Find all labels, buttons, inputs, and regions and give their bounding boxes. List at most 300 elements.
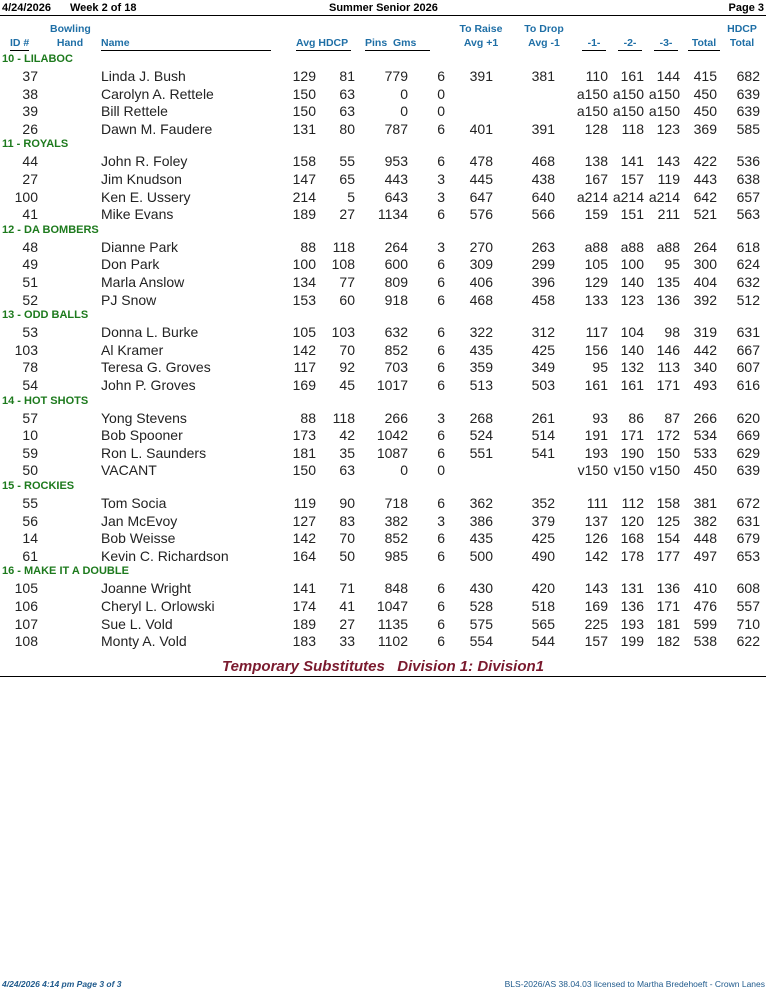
player-id: 105 — [14, 580, 38, 597]
handicap-total: 512 — [736, 291, 760, 308]
game-3-score: 135 — [656, 274, 680, 290]
player-handicap: 103 — [331, 324, 355, 341]
player-pins: 953 — [384, 153, 408, 170]
game-1-score: 193 — [584, 444, 608, 461]
player-id: 107 — [14, 615, 38, 632]
handicap-total: 710 — [736, 615, 760, 632]
player-handicap: 70 — [339, 341, 355, 358]
player-average: 142 — [292, 530, 316, 547]
to-drop-avg: 640 — [531, 188, 555, 205]
player-id: 55 — [22, 495, 38, 511]
team-header: 13 - ODD BALLS — [2, 309, 89, 322]
player-games: 6 — [437, 580, 445, 597]
player-id: 44 — [22, 153, 38, 170]
player-games: 6 — [437, 377, 445, 393]
player-handicap: 45 — [339, 377, 355, 393]
player-average: 119 — [293, 495, 316, 511]
series-total: 497 — [693, 547, 717, 564]
player-games: 6 — [437, 615, 445, 632]
table-row — [0, 426, 768, 444]
player-average: 150 — [292, 85, 316, 102]
player-games: 6 — [437, 153, 445, 170]
player-games: 3 — [437, 409, 445, 426]
player-id: 56 — [22, 512, 38, 529]
table-row — [0, 461, 768, 479]
player-handicap: 118 — [332, 409, 355, 426]
player-id: 49 — [22, 256, 38, 273]
player-name: Jim Knudson — [101, 171, 182, 187]
game-1-score: 142 — [584, 547, 608, 564]
to-raise-avg: 528 — [469, 598, 493, 614]
player-id: 78 — [22, 359, 38, 376]
player-games: 6 — [437, 274, 445, 290]
table-row — [0, 102, 768, 120]
player-games: 6 — [437, 341, 445, 358]
player-name: Mike Evans — [101, 206, 174, 223]
to-drop-avg: 514 — [531, 427, 555, 444]
series-total: 533 — [693, 444, 717, 461]
player-games: 6 — [437, 598, 445, 614]
game-3-score: a150 — [648, 103, 680, 120]
series-total: 642 — [693, 188, 717, 205]
player-id: 50 — [22, 462, 38, 479]
player-average: 169 — [292, 377, 316, 393]
game-2-score: 157 — [620, 171, 644, 187]
player-games: 3 — [437, 188, 445, 205]
to-raise-avg: 435 — [469, 341, 493, 358]
col-avg-hdcp: Avg HDCP — [296, 36, 351, 51]
player-name: Monty A. Vold — [101, 633, 187, 650]
report-date: 4/24/2026 — [2, 2, 51, 14]
game-1-score: 225 — [584, 615, 608, 632]
table-row — [0, 615, 768, 633]
player-handicap: 50 — [339, 547, 355, 564]
game-2-score: 151 — [620, 206, 644, 223]
handicap-total: 622 — [736, 633, 760, 650]
series-total: 319 — [693, 324, 717, 341]
player-handicap: 77 — [339, 274, 355, 290]
to-drop-avg: 391 — [531, 120, 555, 137]
handicap-total: 632 — [736, 274, 760, 290]
game-2-score: 120 — [620, 512, 644, 529]
to-drop-avg: 566 — [531, 206, 555, 223]
series-total: 521 — [693, 206, 717, 223]
game-2-score: 112 — [621, 495, 644, 511]
to-drop-avg: 379 — [531, 512, 555, 529]
player-pins: 0 — [400, 462, 408, 479]
table-row — [0, 255, 768, 273]
table-row — [0, 291, 768, 309]
player-average: 88 — [300, 238, 316, 255]
game-2-score: a150 — [612, 103, 644, 120]
table-row — [0, 376, 768, 394]
player-handicap: 83 — [339, 512, 355, 529]
col-to-raise — [454, 22, 508, 50]
game-2-score: 161 — [620, 68, 644, 84]
handicap-total: 631 — [736, 512, 760, 529]
handicap-total: 638 — [736, 171, 760, 187]
game-2-score: 141 — [620, 153, 644, 170]
player-name: Tom Socia — [101, 495, 167, 511]
player-pins: 1047 — [376, 598, 408, 614]
handicap-total: 631 — [736, 324, 760, 341]
team-header: 12 - DA BOMBERS — [2, 223, 99, 236]
handicap-total: 608 — [736, 580, 760, 597]
player-average: 142 — [292, 341, 316, 358]
player-name: Cheryl L. Orlowski — [101, 598, 215, 614]
header-divider — [0, 15, 766, 16]
game-1-score: 137 — [584, 512, 608, 529]
player-name: Dawn M. Faudere — [101, 120, 213, 137]
table-row — [0, 579, 768, 597]
table-row — [0, 494, 768, 512]
game-2-score: v150 — [613, 462, 644, 479]
series-total: 450 — [693, 462, 717, 479]
to-drop-avg: 458 — [531, 291, 555, 308]
series-total: 448 — [693, 530, 717, 547]
week-label: Week 2 of 18 — [70, 2, 137, 14]
player-name: Jan McEvoy — [101, 512, 178, 529]
player-name: Marla Anslow — [101, 274, 185, 290]
to-raise-avg: 309 — [469, 256, 493, 273]
player-games: 6 — [437, 291, 445, 308]
handicap-total: 557 — [736, 598, 760, 614]
player-name: Carolyn A. Rettele — [101, 85, 214, 102]
to-raise-avg: 362 — [469, 495, 493, 511]
player-pins: 1087 — [376, 444, 408, 461]
game-1-score: 93 — [592, 409, 608, 426]
game-1-score: 110 — [585, 68, 608, 84]
player-pins: 382 — [384, 512, 408, 529]
series-total: 534 — [693, 427, 717, 444]
player-id: 53 — [22, 324, 38, 341]
to-drop-avg: 396 — [531, 274, 555, 290]
player-id: 37 — [22, 68, 38, 84]
handicap-total: 639 — [736, 462, 760, 479]
col-bowling-hand-line2: Hand — [56, 37, 84, 49]
to-raise-avg: 554 — [469, 633, 493, 650]
game-2-score: 171 — [620, 427, 644, 444]
table-row — [0, 358, 768, 376]
player-id: 26 — [22, 120, 38, 137]
game-1-score: 143 — [584, 580, 608, 597]
player-games: 0 — [437, 85, 445, 102]
game-3-score: 150 — [656, 444, 680, 461]
col-game-2: -2- — [618, 36, 642, 51]
game-1-score: 138 — [584, 153, 608, 170]
handicap-total: 669 — [736, 427, 760, 444]
to-raise-avg: 513 — [469, 377, 493, 393]
player-pins: 1042 — [376, 427, 408, 444]
to-raise-avg: 268 — [469, 409, 493, 426]
player-id: 48 — [22, 238, 38, 255]
player-games: 6 — [437, 547, 445, 564]
player-average: 174 — [292, 598, 316, 614]
handicap-total: 657 — [736, 188, 760, 205]
game-3-score: 125 — [656, 512, 680, 529]
game-3-score: 154 — [656, 530, 680, 547]
handicap-total: 653 — [736, 547, 760, 564]
series-total: 443 — [693, 171, 717, 187]
player-name: Al Kramer — [101, 341, 164, 358]
player-games: 6 — [437, 206, 445, 223]
handicap-total: 624 — [736, 256, 760, 273]
player-handicap: 5 — [347, 188, 355, 205]
player-id: 108 — [14, 633, 38, 650]
player-id: 100 — [14, 188, 38, 205]
series-total: 422 — [693, 153, 717, 170]
game-2-score: 168 — [620, 530, 644, 547]
to-raise-avg: 524 — [469, 427, 493, 444]
to-drop-avg: 565 — [531, 615, 555, 632]
handicap-total: 639 — [736, 103, 760, 120]
player-handicap: 108 — [331, 256, 355, 273]
game-1-score: 133 — [584, 291, 608, 308]
handicap-total: 607 — [736, 359, 760, 376]
handicap-total: 679 — [736, 530, 760, 547]
table-row — [0, 323, 768, 341]
player-id: 106 — [14, 598, 38, 614]
to-drop-avg: 299 — [531, 256, 555, 273]
series-total: 415 — [693, 68, 717, 84]
col-hdcp-total-line2: Total — [729, 37, 755, 49]
game-3-score: 143 — [656, 153, 680, 170]
game-1-score: 157 — [584, 633, 608, 650]
col-pins-gms: Pins Gms — [365, 36, 430, 51]
player-pins: 852 — [384, 341, 408, 358]
to-raise-avg: 401 — [469, 120, 493, 137]
player-id: 39 — [22, 103, 38, 120]
player-games: 3 — [437, 238, 445, 255]
col-to-drop — [521, 22, 567, 50]
player-pins: 985 — [384, 547, 408, 564]
player-average: 141 — [292, 580, 316, 597]
to-drop-avg: 425 — [531, 530, 555, 547]
col-to-raise-line2: Avg +1 — [463, 37, 499, 49]
game-3-score: 158 — [656, 495, 680, 511]
game-1-score: 129 — [584, 274, 608, 290]
game-1-score: a88 — [584, 238, 608, 255]
game-3-score: 95 — [664, 256, 680, 273]
handicap-total: 620 — [736, 409, 760, 426]
game-2-score: 123 — [620, 291, 644, 308]
table-row — [0, 67, 768, 85]
game-2-score: a150 — [612, 85, 644, 102]
player-pins: 264 — [384, 238, 408, 255]
player-average: 173 — [292, 427, 316, 444]
handicap-total: 618 — [736, 238, 760, 255]
game-1-score: 156 — [584, 341, 608, 358]
player-pins: 1017 — [376, 377, 408, 393]
player-games: 0 — [437, 462, 445, 479]
to-drop-avg: 541 — [531, 444, 555, 461]
player-average: 150 — [292, 462, 316, 479]
player-name: Bob Spooner — [101, 427, 183, 444]
player-average: 183 — [292, 633, 316, 650]
game-3-score: a88 — [656, 238, 680, 255]
game-3-score: 123 — [656, 120, 680, 137]
player-id: 103 — [14, 341, 38, 358]
player-average: 105 — [292, 324, 316, 341]
game-3-score: 177 — [656, 547, 680, 564]
player-average: 189 — [292, 615, 316, 632]
to-drop-avg: 381 — [531, 68, 555, 84]
to-raise-avg: 359 — [469, 359, 493, 376]
table-row — [0, 188, 768, 206]
handicap-total: 667 — [736, 341, 760, 358]
table-row — [0, 85, 768, 103]
to-raise-avg: 500 — [469, 547, 493, 564]
game-3-score: a150 — [648, 85, 680, 102]
player-name: Kevin C. Richardson — [101, 547, 229, 564]
game-2-score: 118 — [621, 120, 644, 137]
player-games: 0 — [437, 103, 445, 120]
player-average: 127 — [292, 512, 316, 529]
game-3-score: 181 — [656, 615, 680, 632]
player-name: Don Park — [101, 256, 160, 273]
series-total: 369 — [693, 120, 717, 137]
col-to-raise-line1: To Raise — [459, 23, 503, 35]
player-id: 41 — [22, 206, 38, 223]
player-average: 100 — [292, 256, 316, 273]
to-raise-avg: 270 — [469, 238, 493, 255]
player-average: 134 — [292, 274, 316, 290]
series-total: 476 — [693, 598, 717, 614]
series-total: 340 — [693, 359, 717, 376]
to-drop-avg: 312 — [531, 324, 555, 341]
player-handicap: 90 — [339, 495, 355, 511]
game-2-score: 140 — [620, 274, 644, 290]
to-drop-avg: 438 — [531, 171, 555, 187]
game-3-score: 171 — [656, 598, 680, 614]
player-name: Ron L. Saunders — [101, 444, 207, 461]
player-average: 189 — [292, 206, 316, 223]
player-name: Donna L. Burke — [101, 324, 199, 341]
series-total: 450 — [693, 103, 717, 120]
game-1-score: a150 — [576, 103, 608, 120]
to-raise-avg: 322 — [469, 324, 493, 341]
player-pins: 0 — [400, 85, 408, 102]
game-1-score: 117 — [585, 324, 608, 341]
player-name: John P. Groves — [101, 377, 196, 393]
table-row — [0, 341, 768, 359]
player-average: 181 — [292, 444, 316, 461]
player-name: Yong Stevens — [101, 409, 187, 426]
series-total: 392 — [693, 291, 717, 308]
handicap-total: 682 — [736, 68, 760, 84]
game-1-score: v150 — [577, 462, 608, 479]
player-handicap: 63 — [339, 103, 355, 120]
player-average: 131 — [292, 120, 316, 137]
player-name: Dianne Park — [101, 238, 179, 255]
player-id: 10 — [22, 427, 38, 444]
game-1-score: 161 — [584, 377, 608, 393]
col-game-3: -3- — [654, 36, 678, 51]
player-handicap: 118 — [332, 238, 355, 255]
table-row — [0, 632, 768, 650]
team-header: 14 - HOT SHOTS — [2, 394, 89, 407]
game-1-score: a150 — [576, 85, 608, 102]
player-name: Sue L. Vold — [101, 615, 173, 632]
player-id: 54 — [22, 377, 38, 393]
player-name: PJ Snow — [101, 291, 157, 308]
team-header: 10 - LILABOC — [2, 53, 73, 65]
table-row — [0, 205, 768, 223]
team-header: 11 - ROYALS — [2, 138, 69, 151]
table-row — [0, 547, 768, 565]
player-games: 3 — [437, 171, 445, 187]
game-1-score: 159 — [584, 206, 608, 223]
to-drop-avg: 490 — [531, 547, 555, 564]
player-id: 51 — [22, 274, 38, 290]
game-1-score: 111 — [586, 495, 608, 511]
player-average: 150 — [292, 103, 316, 120]
game-1-score: 128 — [584, 120, 608, 137]
col-bowling-hand — [50, 22, 90, 50]
player-pins: 787 — [384, 120, 408, 137]
to-raise-avg: 576 — [469, 206, 493, 223]
player-average: 158 — [292, 153, 316, 170]
player-handicap: 41 — [339, 598, 355, 614]
to-raise-avg: 386 — [469, 512, 493, 529]
series-total: 264 — [693, 238, 717, 255]
player-id: 27 — [22, 171, 38, 187]
game-2-score: 140 — [620, 341, 644, 358]
player-handicap: 65 — [339, 171, 355, 187]
to-raise-avg: 406 — [469, 274, 493, 290]
player-handicap: 42 — [339, 427, 355, 444]
series-total: 442 — [693, 341, 717, 358]
to-raise-avg: 430 — [469, 580, 493, 597]
series-total: 266 — [693, 409, 717, 426]
series-total: 300 — [693, 256, 717, 273]
game-2-score: 178 — [620, 547, 644, 564]
player-games: 6 — [437, 427, 445, 444]
player-average: 214 — [292, 188, 316, 205]
col-hdcp-total-line1: HDCP — [727, 23, 757, 35]
series-total: 381 — [693, 495, 717, 511]
player-pins: 0 — [400, 103, 408, 120]
player-pins: 1102 — [377, 633, 408, 650]
col-bowling-hand-line1: Bowling — [50, 23, 91, 35]
game-3-score: 87 — [664, 409, 680, 426]
game-2-score: a214 — [612, 188, 644, 205]
series-total: 404 — [693, 274, 717, 290]
game-3-score: a214 — [648, 188, 680, 205]
player-pins: 1134 — [377, 206, 408, 223]
player-pins: 443 — [384, 171, 408, 187]
player-average: 88 — [300, 409, 316, 426]
player-average: 147 — [292, 171, 316, 187]
game-3-score: 146 — [656, 341, 680, 358]
player-name: Joanne Wright — [101, 580, 192, 597]
series-total: 382 — [693, 512, 717, 529]
player-pins: 718 — [384, 495, 408, 511]
series-total: 493 — [693, 377, 717, 393]
to-raise-avg: 647 — [469, 188, 493, 205]
table-row — [0, 152, 768, 170]
game-1-score: a214 — [576, 188, 608, 205]
game-2-score: 104 — [620, 324, 644, 341]
player-average: 129 — [292, 68, 316, 84]
table-row — [0, 170, 768, 188]
game-2-score: a88 — [620, 238, 644, 255]
player-pins: 1135 — [377, 615, 408, 632]
page-number: Page 3 — [728, 2, 764, 14]
to-raise-avg: 575 — [469, 615, 493, 632]
to-drop-avg: 349 — [531, 359, 555, 376]
table-row — [0, 238, 768, 256]
